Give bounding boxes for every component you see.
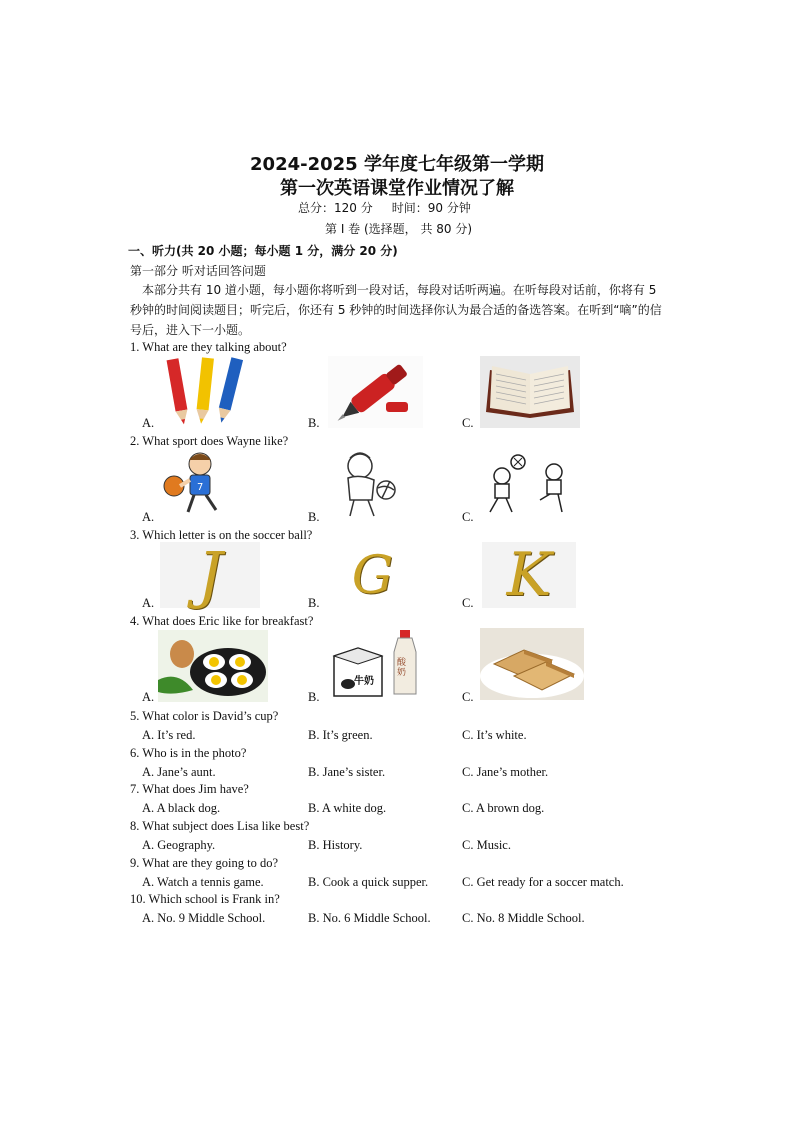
q1-option-c: C. (462, 416, 474, 430)
q9-option-b: B. Cook a quick supper. (308, 875, 429, 889)
title-line-1: 2024-2025 学年度七年级第一学期 (250, 154, 544, 175)
score-time: 总分：120 分 时间：90 分钟 (298, 201, 471, 215)
q4-option-a: A. (142, 690, 155, 704)
q4-option-c: C. (462, 690, 474, 704)
volleyball-player-icon (330, 450, 415, 520)
q6-option-c: C. Jane’s mother. (462, 765, 549, 779)
q1-option-b: B. (308, 416, 320, 430)
part-heading: 第一部分 听对话回答问题 (130, 264, 266, 278)
q7-option-a: A. A black dog. (142, 801, 221, 815)
title-line-2: 第一次英语课堂作业情况了解 (280, 178, 514, 199)
letter-k-text: K (506, 540, 552, 610)
q9-option-c: C. Get ready for a soccer match. (462, 875, 624, 889)
letter-g-text: G (351, 546, 394, 606)
question-3: 3. Which letter is on the soccer ball? (130, 528, 313, 542)
q3-option-a: A. (142, 596, 155, 610)
q8-option-b: B. History. (308, 838, 363, 852)
letter-j-text: J (197, 538, 223, 611)
question-1: 1. What are they talking about? (130, 340, 287, 354)
q4-option-b: B. (308, 690, 320, 704)
q2-option-a: A. (142, 510, 155, 524)
q2-option-b: B. (308, 510, 320, 524)
soccer-players-icon (480, 450, 580, 520)
colored-pencils-icon (158, 356, 253, 428)
q1-option-a: A. (142, 416, 155, 430)
open-book-icon (480, 356, 580, 428)
volume-label: 第 Ⅰ 卷 (选择题， 共 80 分) (325, 222, 473, 236)
q5-option-b: B. It’s green. (308, 728, 373, 742)
q7-option-c: C. A brown dog. (462, 801, 545, 815)
bread-slices-icon (480, 628, 584, 700)
svg-text:7: 7 (197, 482, 204, 493)
question-2: 2. What sport does Wayne like? (130, 434, 289, 448)
section-heading: 一、听力(共 20 小题；每小题 1 分，满分 20 分) (128, 244, 398, 258)
instructions: 本部分共有 10 道小题，每小题你将听到一段对话，每段对话听两遍。在听每段对话前，你将有 5 秒钟的时间阅读题目；听完后，你还有 5 秒钟的时间选择你认为最合适的备选答案。在听到“嘀”的信号后，进入下一小题。 (130, 283, 662, 337)
q6-option-a: A. Jane’s aunt. (142, 765, 216, 779)
question-9: 9. What are they going to do? (130, 856, 278, 870)
question-7: 7. What does Jim have? (130, 782, 249, 796)
question-4: 4. What does Eric like for breakfast? (130, 614, 314, 628)
question-10: 10. Which school is Frank in? (130, 892, 280, 906)
q8-option-c: C. Music. (462, 838, 511, 852)
q9-option-a: A. Watch a tennis game. (142, 875, 264, 889)
letter-j-icon (160, 538, 260, 611)
question-8: 8. What subject does Lisa like best? (130, 819, 310, 833)
letter-k-icon (482, 542, 576, 608)
q7-option-b: B. A white dog. (308, 801, 387, 815)
milk-carton-icon (326, 628, 426, 700)
q10-option-a: A. No. 9 Middle School. (142, 911, 266, 925)
letter-g-icon (335, 546, 410, 606)
q6-option-b: B. Jane’s sister. (308, 765, 386, 779)
q10-option-c: C. No. 8 Middle School. (462, 911, 585, 925)
milk-label: 牛奶 (354, 676, 374, 687)
question-5: 5. What color is David’s cup? (130, 709, 279, 723)
question-6: 6. Who is in the photo? (130, 746, 247, 760)
basketball-player-icon (158, 450, 233, 520)
yogurt-label: 酸奶 (397, 658, 407, 678)
q3-option-b: B. (308, 596, 320, 610)
boiled-eggs-icon (158, 630, 268, 702)
q10-option-b: B. No. 6 Middle School. (308, 911, 431, 925)
q3-option-c: C. (462, 596, 474, 610)
fountain-pen-icon (328, 356, 423, 428)
q2-option-c: C. (462, 510, 474, 524)
q5-option-a: A. It’s red. (142, 728, 196, 742)
q8-option-a: A. Geography. (142, 838, 216, 852)
q5-option-c: C. It’s white. (462, 728, 527, 742)
